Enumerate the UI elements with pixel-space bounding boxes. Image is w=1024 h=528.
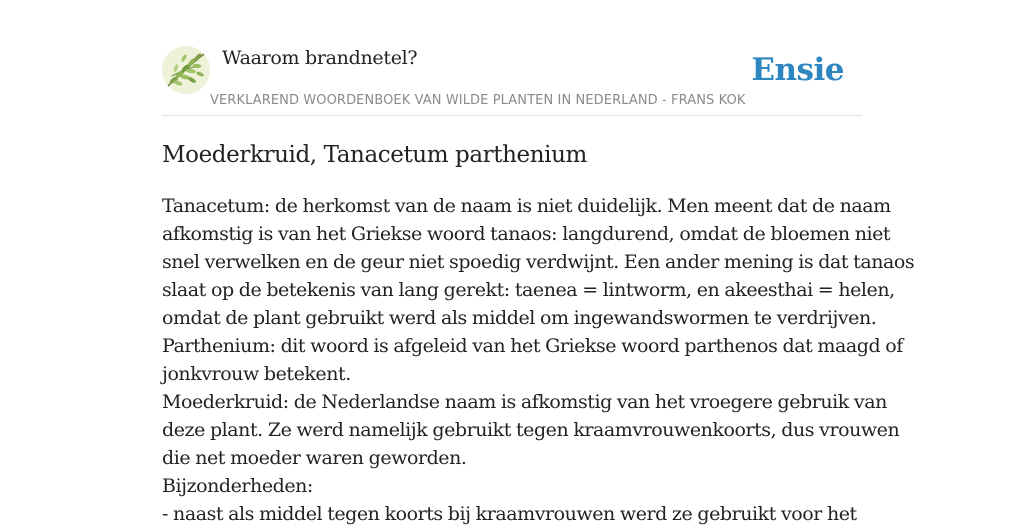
body-line: deze plant. Ze werd namelijk gebruikt tegen kraamvrouwenkoorts, dus vrouwen: [162, 419, 900, 441]
body-line: die net moeder waren geworden.: [162, 447, 467, 469]
body-line: omdat de plant gebruikt werd als middel om ingewandswormen te verdrijven.: [162, 307, 877, 329]
body-line: jonkvrouw betekent.: [162, 363, 351, 385]
brand-logo[interactable]: Ensie: [751, 52, 844, 88]
body-line: snel verwelken en de geur niet spoedig verdwijnt. Een ander mening is dat tanaos: [162, 251, 915, 273]
header-divider: [162, 115, 862, 116]
body-line: - naast als middel tegen koorts bij kraamvrouwen werd ze gebruikt voor het: [162, 503, 857, 525]
body-line: Tanacetum: de herkomst van de naam is niet duidelijk. Men meent dat de naam: [162, 195, 891, 217]
leaf-illustration-icon[interactable]: [162, 46, 210, 94]
body-line: slaat op de betekenis van lang gerekt: taenea = lintworm, en akeesthai = helen,: [162, 279, 895, 301]
body-line: Bijzonderheden:: [162, 475, 313, 497]
body-line: Parthenium: dit woord is afgeleid van het Griekse woord parthenos dat maagd of: [162, 335, 903, 357]
body-line: Moederkruid: de Nederlandse naam is afkomstig van het vroegere gebruik van: [162, 391, 887, 413]
entry-body: [162, 192, 915, 528]
body-line: afkomstig is van het Griekse woord tanaos: langdurend, omdat de bloemen niet: [162, 223, 891, 245]
entry-header: [162, 46, 862, 116]
question-link[interactable]: Waarom brandnetel?: [222, 47, 418, 69]
source-title[interactable]: VERKLAREND WOORDENBOEK VAN WILDE PLANTEN IN NEDERLAND - FRANS KOK: [210, 93, 746, 108]
page-title: Moederkruid, Tanacetum parthenium: [162, 142, 587, 168]
